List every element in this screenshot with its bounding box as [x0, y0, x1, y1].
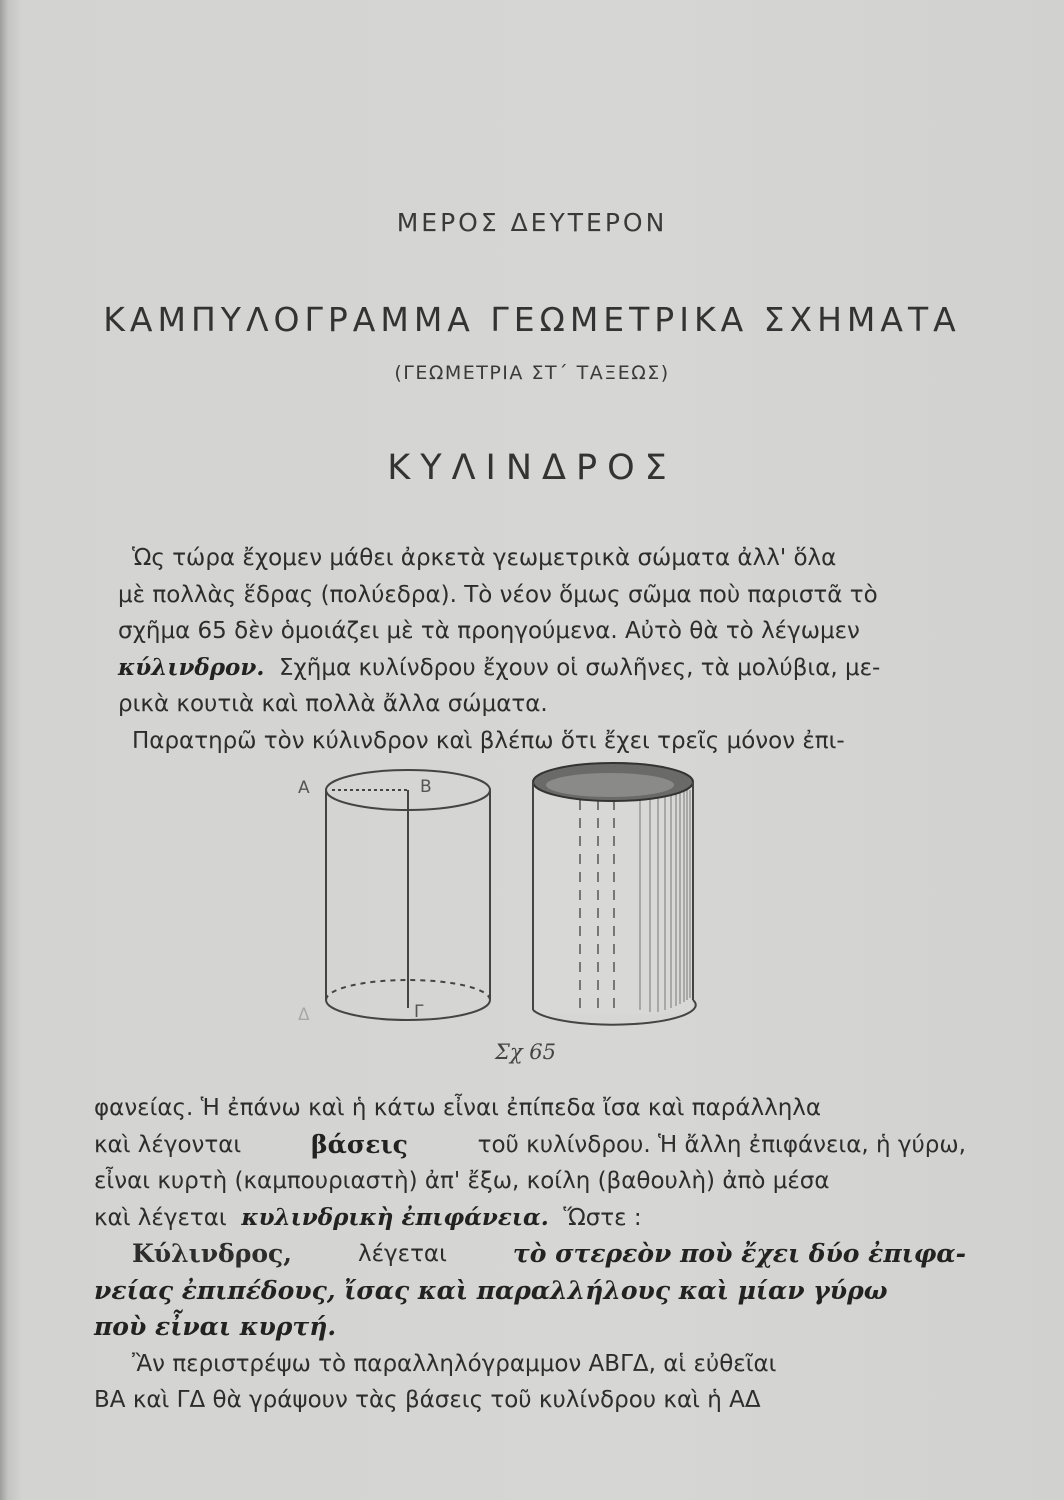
text-line: Ὡς τώρα ἔχομεν μάθει ἀρκετὰ γεωμετρικὰ σώματα ἀλλ' ὅλα [132, 545, 837, 571]
text-line: Ἂν περιστρέψω τὸ παραλληλόγραμμον ΑΒΓΔ, αἱ εὐθεῖαι [132, 1350, 777, 1377]
label-d: Δ [298, 1005, 310, 1025]
text-line: καὶ λέγονται βάσεις τοῦ κυλίνδρου. Ἡ ἄλλη ἐπιφάνεια, ἡ γύρω, [94, 1127, 966, 1164]
label-g: Γ [414, 1002, 424, 1022]
figure-caption: Σχ 65 [495, 1040, 556, 1064]
definition-line: Κύλινδρος, λέγεται τὸ στερεὸν ποὺ ἔχει δύο ἐπιφα- [132, 1239, 966, 1268]
body-paragraph [94, 1090, 966, 1419]
term-kylindros: κύλινδρον. [118, 653, 265, 681]
text-line: μὲ πολλὰς ἕδρας (πολύεδρα). Τὸ νέον ὅμως σῶμα ποὺ παριστᾶ τὸ [118, 581, 878, 608]
definition-line: ποὺ εἶναι κυρτή. [94, 1312, 337, 1341]
text-line: κύλινδρον. Σχῆμα κυλίνδρου ἔχουν οἱ σωλῆνες, τὰ μολύβια, με- [118, 650, 966, 687]
chapter-title: ΚΑΜΠΥΛΟΓΡΑΜΜΑ ΓΕΩΜΕΤΡΙΚΑ ΣΧΗΜΑΤΑ [103, 300, 961, 339]
section-title: ΚΥΛΙΝΔΡΟΣ [387, 448, 677, 488]
label-b: Β [420, 777, 432, 797]
label-a: Α [298, 778, 310, 798]
term-kylindriki-epifaneia: κυλινδρικὴ ἐπιφάνεια. [241, 1203, 549, 1231]
part-heading: ΜΕΡΟΣ ΔΕΥΤΕΡΟΝ [396, 208, 668, 237]
text-line: φανείας. Ἡ ἐπάνω καὶ ἡ κάτω εἶναι ἐπίπεδα ἴσα καὶ παράλληλα [94, 1095, 822, 1121]
term-baseis: βάσεις [311, 1129, 408, 1159]
text-line: σχῆμα 65 δὲν ὁμοιάζει μὲ τὰ προηγούμενα. Αὐτὸ θὰ τὸ λέγωμεν [118, 618, 860, 644]
text-line: εἶναι κυρτὴ (καμπουριαστὴ) ἀπ' ἔξω, κοίλη (βαθουλὴ) ἀπὸ μέσα [94, 1168, 830, 1194]
text-line: ΒΑ καὶ ΓΔ θὰ γράψουν τὰς βάσεις τοῦ κυλίνδρου καὶ ἡ ΑΔ [94, 1387, 761, 1413]
text-line: καὶ λέγεται κυλινδρικὴ ἐπιφάνεια. Ὥστε : [94, 1200, 966, 1237]
text-line: ρικὰ κουτιὰ καὶ πολλὰ ἄλλα σώματα. [118, 691, 548, 717]
definition-line: νείας ἐπιπέδους, ἴσας καὶ παραλλήλους καὶ μίαν γύρω [94, 1275, 888, 1305]
text-line: Παρατηρῶ τὸν κύλινδρον καὶ βλέπω ὅτι ἔχει τρεῖς μόνον ἐπι- [132, 727, 845, 754]
cylinder-wireframe [326, 770, 490, 1020]
chapter-subtitle: (ΓΕΩΜΕΤΡΙΑ ΣΤ΄ ΤΑΞΕΩΣ) [394, 362, 670, 384]
cylinder-shaded [533, 763, 696, 1025]
